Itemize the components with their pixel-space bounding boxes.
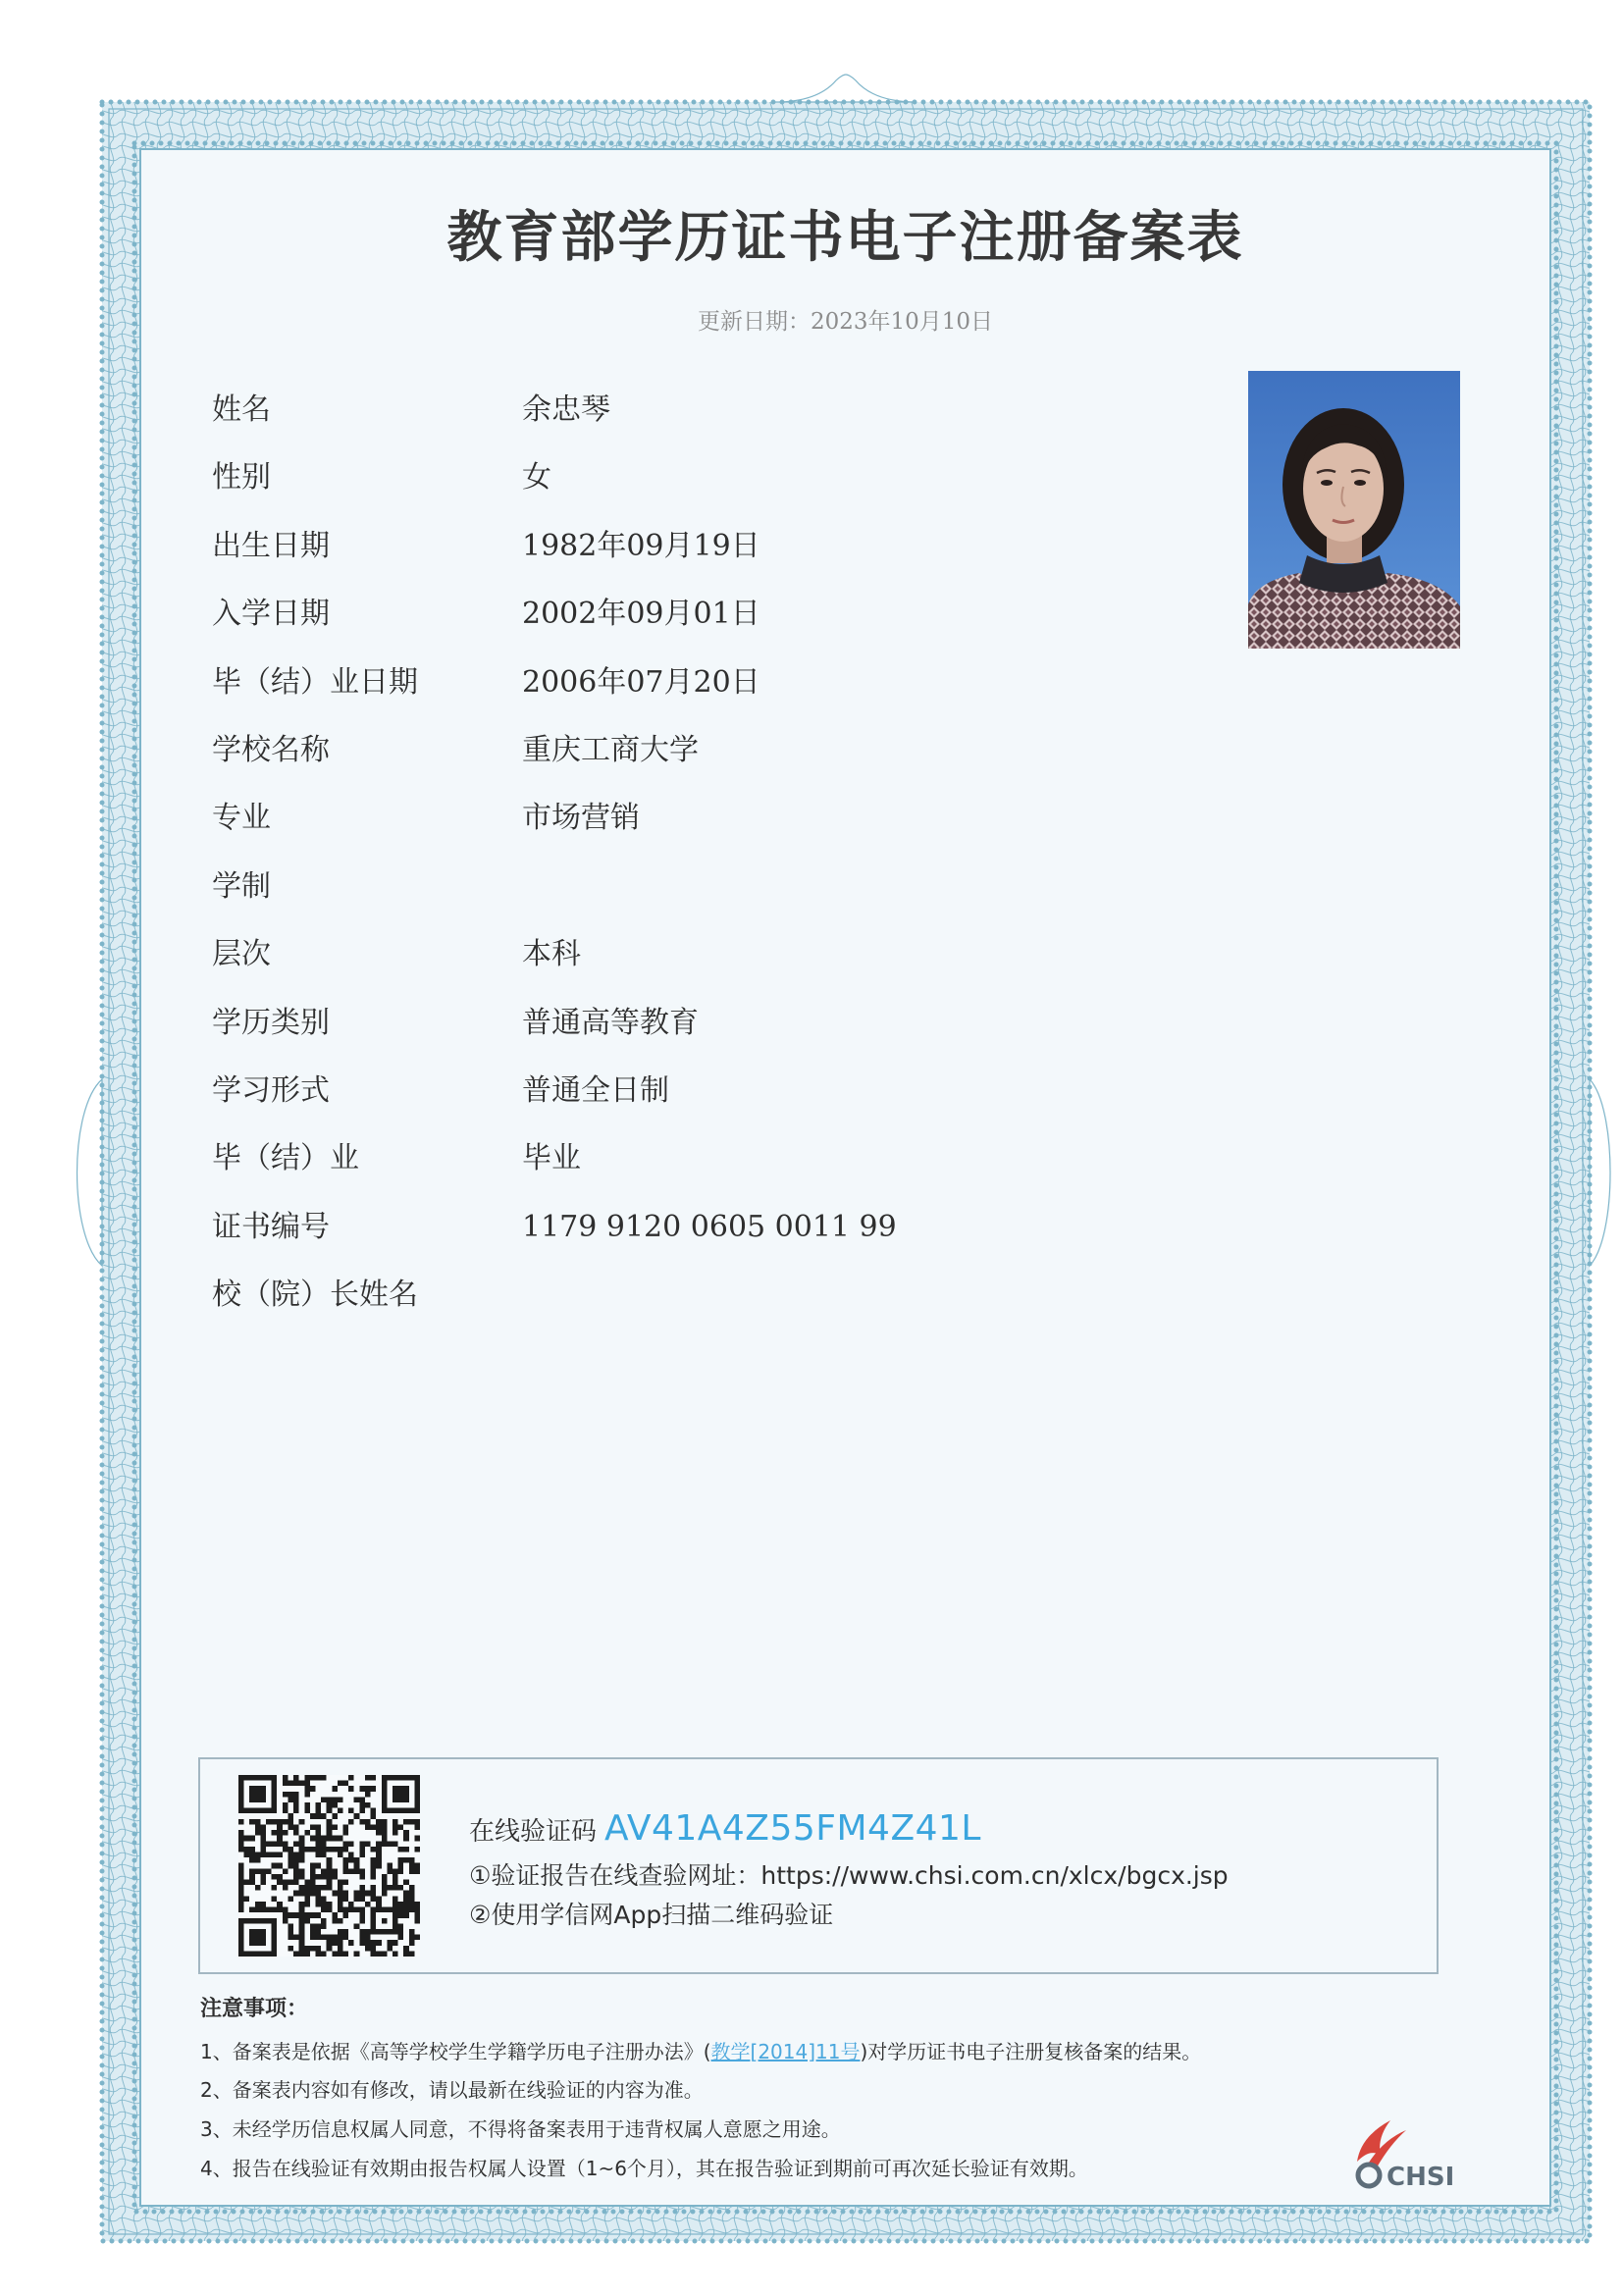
field-label: 层次	[212, 937, 271, 972]
frame-bulge-right	[1590, 1079, 1610, 1266]
logo-ring	[1358, 2165, 1380, 2186]
qr-code	[238, 1775, 420, 1957]
regulation-link[interactable]: 教学[2014]11号	[710, 2040, 861, 2063]
field-row-study-mode	[0, 1057, 1227, 1124]
field-row-enrollment-date	[0, 580, 1227, 648]
frame-top-ornament	[775, 75, 916, 102]
chsi-logo-icon	[1347, 2116, 1467, 2191]
field-value: 普通全日制	[522, 1072, 669, 1108]
field-label: 入学日期	[212, 597, 330, 632]
field-value: 2006年07月20日	[522, 664, 760, 700]
verification-code-line	[469, 1806, 981, 1852]
field-row-level	[0, 920, 1227, 988]
field-label: 专业	[212, 801, 271, 836]
field-value: 余忠琴	[522, 392, 610, 427]
field-label: 校（院）长姓名	[212, 1278, 418, 1313]
field-label: 证书编号	[212, 1209, 330, 1244]
photo-eye-left	[1321, 480, 1333, 486]
field-row-program-length	[0, 853, 1227, 920]
field-value: 重庆工商大学	[522, 732, 699, 767]
field-row-major	[0, 784, 1227, 852]
field-row-graduation-status	[0, 1124, 1227, 1192]
note-item: 2、备案表内容如有修改，请以最新在线验证的内容为准。	[200, 2078, 704, 2102]
note-item: 4、报告在线验证有效期由报告权属人设置（1~6个月），其在报告验证到期前可再次延长验证有效期。	[200, 2157, 1088, 2180]
document-title: 教育部学历证书电子注册备案表	[446, 206, 1244, 270]
photo-eye-right	[1354, 480, 1366, 486]
field-label: 学历类别	[212, 1005, 330, 1040]
field-label: 出生日期	[212, 528, 330, 563]
verification-app-line: ②使用学信网App扫描二维码验证	[469, 1901, 834, 1929]
field-value: 毕业	[522, 1141, 581, 1176]
field-row-school-name	[0, 716, 1227, 784]
note-text: )对学历证书电子注册复核备案的结果。	[860, 2040, 1202, 2063]
field-row-graduation-date	[0, 649, 1227, 716]
portrait-photo	[1248, 371, 1460, 649]
logo-text: CHSI	[1387, 2163, 1455, 2191]
field-value: 普通高等教育	[522, 1005, 699, 1040]
field-row-gender	[0, 444, 1227, 511]
field-label: 学制	[212, 868, 271, 904]
field-value: 1982年09月19日	[522, 528, 760, 563]
field-value: 2002年09月01日	[522, 597, 760, 632]
notes-heading: 注意事项：	[200, 1997, 309, 2021]
field-value: 市场营销	[522, 801, 640, 836]
field-label: 毕（结）业	[212, 1141, 359, 1176]
field-row-birth-date	[0, 512, 1227, 580]
field-row-education-type	[0, 989, 1227, 1057]
field-row-president-name	[0, 1261, 1227, 1329]
field-row-certificate-number	[0, 1193, 1227, 1261]
logo-flame	[1357, 2120, 1390, 2162]
note-item	[200, 2037, 1201, 2066]
record-fields	[0, 376, 1227, 1329]
field-label: 学校名称	[212, 732, 330, 767]
field-label: 学习形式	[212, 1072, 330, 1108]
verification-box	[198, 1757, 1439, 1974]
field-label: 毕（结）业日期	[212, 664, 418, 700]
field-label: 姓名	[212, 392, 271, 427]
verification-code: AV41A4Z55FM4Z41L	[604, 1808, 981, 1849]
field-row-name	[0, 376, 1227, 444]
verification-url-line: ①验证报告在线查验网址：https://www.chsi.com.cn/xlcx/bgcx.jsp	[469, 1861, 1229, 1890]
note-text: 1、备案表是依据《高等学校学生学籍学历电子注册办法》(	[200, 2040, 711, 2063]
verification-code-label: 在线验证码	[469, 1817, 598, 1847]
field-value: 本科	[522, 937, 581, 972]
update-date: 更新日期：2023年10月10日	[697, 309, 994, 335]
field-value: 女	[522, 460, 551, 496]
field-label: 性别	[212, 460, 271, 496]
note-item: 3、未经学历信息权属人同意，不得将备案表用于违背权属人意愿之用途。	[200, 2117, 841, 2141]
field-value: 1179 9120 0605 0011 99	[522, 1209, 897, 1244]
